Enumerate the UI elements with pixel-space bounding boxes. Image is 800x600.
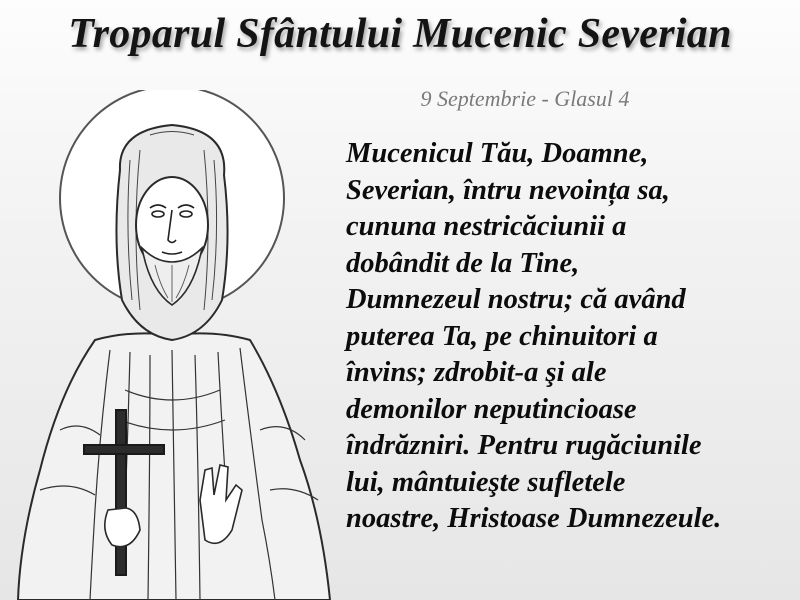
prayer-line: demonilor neputincioase [346,393,637,425]
prayer-line: Mucenicul Tău, Doamne, [346,138,649,169]
prayer-line: învins; zdrobit-a şi ale [346,357,607,388]
prayer-line: noastre, Hristoase Dumnezeule. [346,503,722,534]
troparion-text [346,136,794,538]
prayer-line: cununa nestricăciunii a [346,211,627,242]
page-title: Troparul Sfântului Mucenic Severian [68,11,732,57]
prayer-line: îndrăzniri. Pentru rugăciunile [346,430,702,461]
feast-date-subtitle: 9 Septembrie - Glasul 4 [420,86,630,111]
prayer-line: lui, mântuieşte sufletele [346,466,626,498]
prayer-line: Dumnezeul nostru; că având [346,284,686,315]
prayer-line: dobândit de la Tine, [346,247,580,279]
prayer-line: Severian, întru nevoința sa, [346,174,670,206]
saint-icon-illustration [0,90,340,600]
prayer-line: puterea Ta, pe chinuitori a [346,320,658,352]
